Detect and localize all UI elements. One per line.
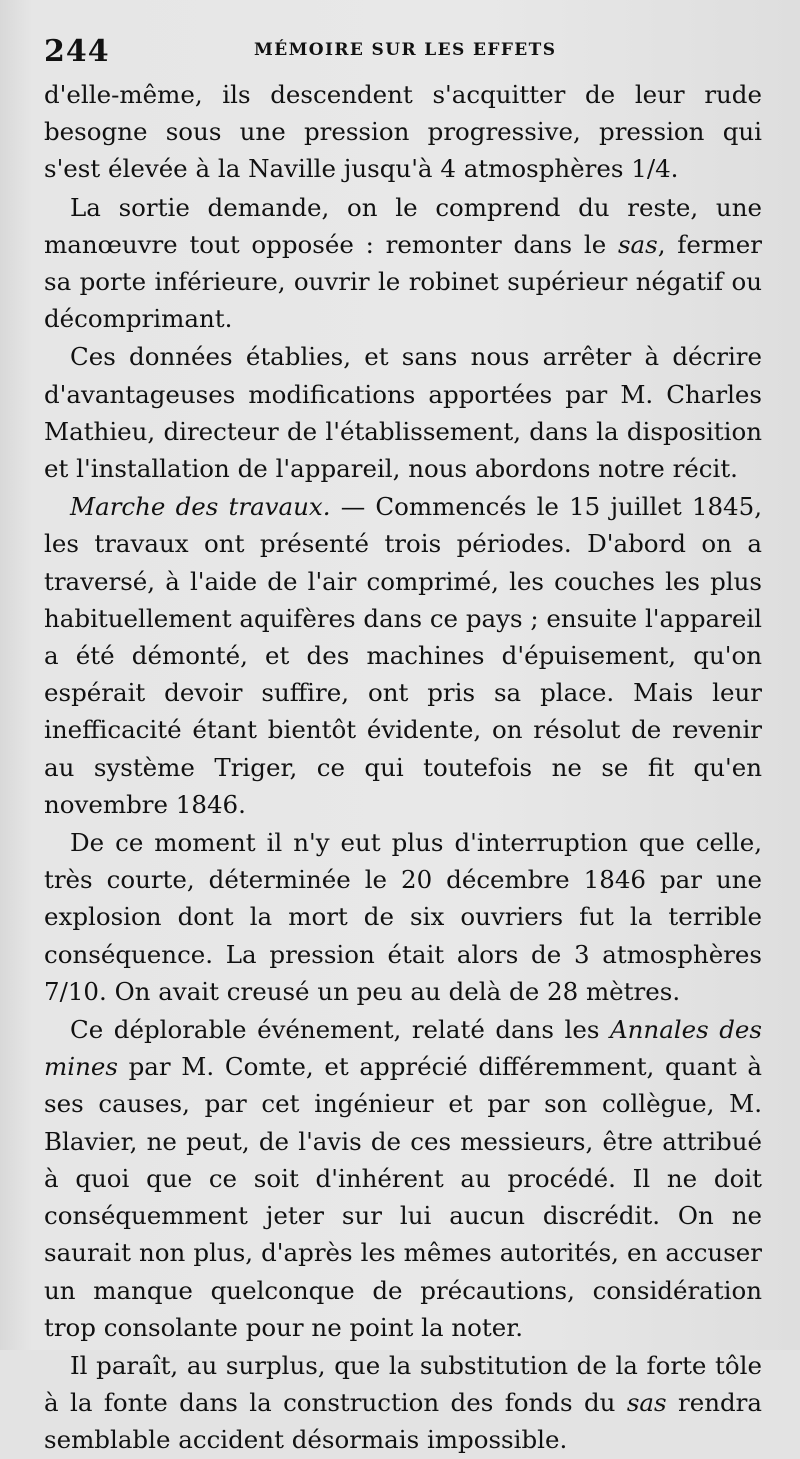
paragraph-7: Il paraît, au surplus, que la substitution de la forte tôle à la fonte dans la construction des fonds du sas rendra semblable accident désormais impossible.	[44, 1350, 762, 1455]
paragraph-2: La sortie demande, on le comprend du reste, une manœuvre tout opposée : remonter dans le sas, fermer sa porte inférieure, ouvrir le robinet supérieur négatif ou décomprimant.	[44, 192, 763, 334]
body-text	[44, 76, 762, 1459]
italic-title-annales-des-mines: Annales des mines	[44, 1015, 762, 1082]
paragraph-6: Ce déplorable événement, relaté dans les Annales des mines par M. Comte, et apprécié différemment, quant à ses causes, par cet ingénieur et par son collègue, M. Blavier, ne peut, de l'avis de ces messieurs, être attribué à quoi que ce soit d'inhérent au procédé. Il ne doit conséquemment jeter sur lui aucun discrédit. On ne saurait non plus, d'après les mêmes autorités, en accuser un manque quelconque de précautions, considération trop consolante pour ne point la noter.	[44, 1015, 762, 1342]
italic-term-sas: sas	[617, 229, 658, 259]
paragraph-3: Ces données établies, et sans nous arrêter à décrire d'avantageuses modifications apportées par M. Charles Mathieu, directeur de l'établissement, dans la disposition et l'installation de l'appareil, nous abordons notre récit.	[44, 342, 762, 484]
page-number: 244	[44, 34, 110, 69]
italic-term-sas-2: sas	[626, 1388, 667, 1418]
running-head: MÉMOIRE SUR LES EFFETS	[254, 40, 557, 60]
paragraph-4: Marche des travaux. — Commencés le 15 juillet 1845, les travaux ont présenté trois périodes. D'abord on a traversé, à l'aide de l'air comprimé, les couches les plus habituellement aquifères dans ce pays ; ensuite l'appareil a été démonté, et des machines d'épuisement, qu'on espérait devoir suffire, ont pris sa place. Mais leur inefficacité étant bientôt évidente, on résolut de revenir au système Triger, ce qui toutefois ne se fit qu'en novembre 1846.	[44, 492, 762, 819]
paragraph-1: d'elle-même, ils descendent s'acquitter de leur rude besogne sous une pression progressive, pression qui s'est élevée à la Naville jusqu'à 4 atmosphères 1/4.	[44, 80, 762, 184]
page-header	[44, 34, 764, 74]
section-heading-marche-des-travaux: Marche des travaux.	[70, 492, 331, 522]
paragraph-5: De ce moment il n'y eut plus d'interruption que celle, très courte, déterminée le 20 décembre 1846 par une explosion dont la mort de six ouvriers fut la terrible conséquence. La pression était alors de 3 atmosphères 7/10. On avait creusé un peu au delà de 28 mètres.	[44, 828, 762, 1006]
